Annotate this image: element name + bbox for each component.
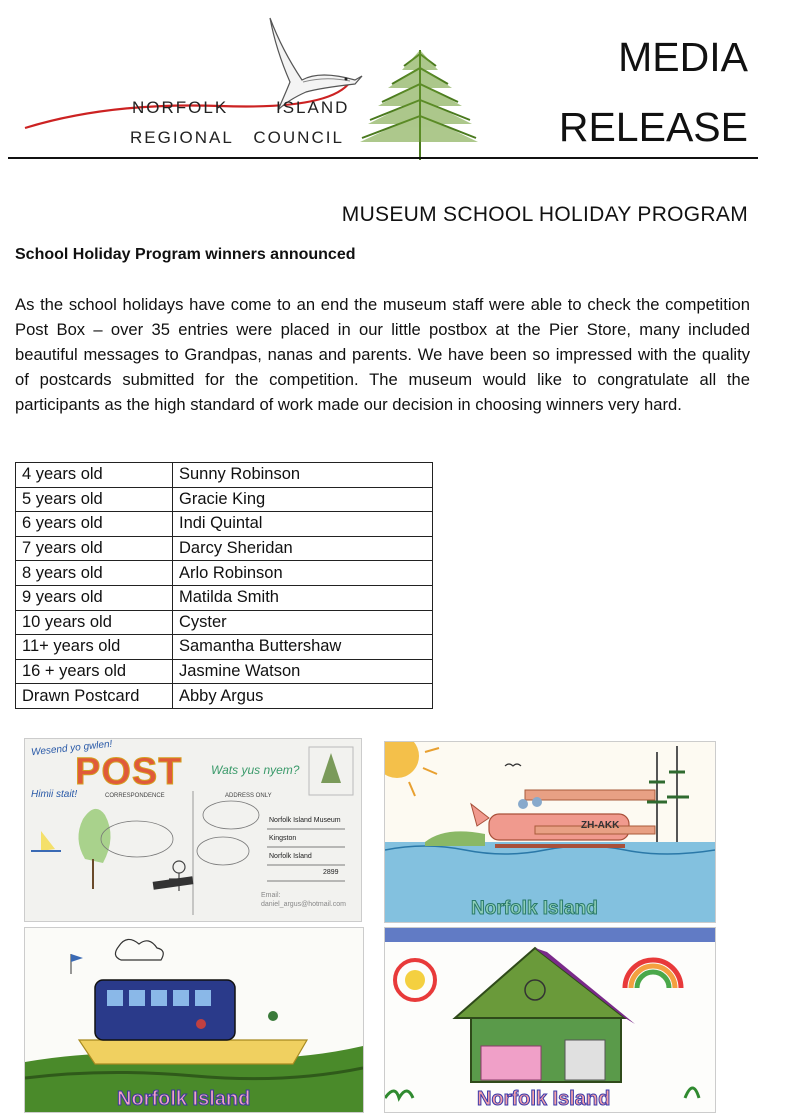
postcard-address-line4: 2899 xyxy=(323,869,339,876)
council-logo xyxy=(20,10,480,160)
table-row xyxy=(16,610,433,635)
header-divider xyxy=(8,157,758,159)
age-category: 8 years old xyxy=(16,561,173,586)
media-release-line2: RELEASE xyxy=(558,104,748,150)
council-name-norfolk: NORFOLK xyxy=(132,98,229,117)
age-category: 9 years old xyxy=(16,585,173,610)
postcard-seaplane xyxy=(384,741,716,923)
postcard-greeting: Wesend yo gwlen! xyxy=(30,738,113,759)
program-title: MUSEUM SCHOOL HOLIDAY PROGRAM xyxy=(341,203,748,226)
winner-name: Matilda Smith xyxy=(173,585,433,610)
age-category: 5 years old xyxy=(16,487,173,512)
table-row xyxy=(16,635,433,660)
postcard-seaplane-caption: Norfolk Island xyxy=(471,898,598,919)
postcard-boat xyxy=(24,927,364,1113)
winner-name: Jasmine Watson xyxy=(173,659,433,684)
winner-name: Samantha Buttershaw xyxy=(173,635,433,660)
postcard-boat-drawing xyxy=(25,928,363,1112)
media-release-line1: MEDIA xyxy=(618,34,748,80)
table-row xyxy=(16,684,433,709)
winner-name: Darcy Sheridan xyxy=(173,536,433,561)
postcard-boat-caption: Norfolk Island xyxy=(117,1088,251,1110)
table-row xyxy=(16,512,433,537)
age-category: Drawn Postcard xyxy=(16,684,173,709)
postcard-address-line3: Norfolk Island xyxy=(269,853,312,860)
table-row xyxy=(16,561,433,586)
postcard-himii: Himii stait! xyxy=(31,789,78,800)
postcard-correspondence-label: CORRESPONDENCE xyxy=(105,793,165,799)
winner-name: Indi Quintal xyxy=(173,512,433,537)
table-row xyxy=(16,659,433,684)
age-category: 6 years old xyxy=(16,512,173,537)
table-row xyxy=(16,585,433,610)
table-row xyxy=(16,487,433,512)
table-row xyxy=(16,536,433,561)
age-category: 7 years old xyxy=(16,536,173,561)
table-row xyxy=(16,463,433,488)
winner-name: Arlo Robinson xyxy=(173,561,433,586)
postcard-seaplane-drawing xyxy=(385,742,715,922)
seaplane-registration: ZH-AKK xyxy=(581,820,620,831)
postcard-house-drawing xyxy=(385,928,715,1112)
postcard-address-line2: Kingston xyxy=(269,835,297,842)
council-name-regional-council: REGIONAL COUNCIL xyxy=(130,128,344,147)
age-category: 16 + years old xyxy=(16,659,173,684)
winners-table xyxy=(15,462,433,709)
article-subheading: School Holiday Program winners announced xyxy=(15,246,356,263)
winner-name: Gracie King xyxy=(173,487,433,512)
age-category: 10 years old xyxy=(16,610,173,635)
winner-name: Sunny Robinson xyxy=(173,463,433,488)
council-name-island: ISLAND xyxy=(276,98,350,117)
winner-name: Cyster xyxy=(173,610,433,635)
postcard-house-caption: Norfolk Island xyxy=(477,1088,611,1110)
postcard-post-box xyxy=(24,738,362,922)
age-category: 4 years old xyxy=(16,463,173,488)
age-category: 11+ years old xyxy=(16,635,173,660)
postcard-post-word: POST xyxy=(75,751,183,793)
postcard-wats-yus: Wats yus nyem? xyxy=(211,763,300,777)
postcard-email: Email: daniel_argus@hotmail.com xyxy=(261,892,346,908)
postcard-house xyxy=(384,927,716,1113)
postcard-address-line1: Norfolk Island Museum xyxy=(269,817,341,824)
winner-name: Abby Argus xyxy=(173,684,433,709)
article-body: As the school holidays have come to an end the museum staff were able to check the competition Post Box – over 35 entries were placed in our little postbox at the Pier Store, many included beautiful messages to Grandpas, nanas and parents. We have been so impressed with the quality of postcards submitted for the competition. The museum would like to congratulate all the participants as the high standard of work made our decision in choosing winners very hard. xyxy=(15,295,750,414)
media-release-title xyxy=(559,22,748,162)
postcard-address-only-label: ADDRESS ONLY xyxy=(225,793,272,799)
